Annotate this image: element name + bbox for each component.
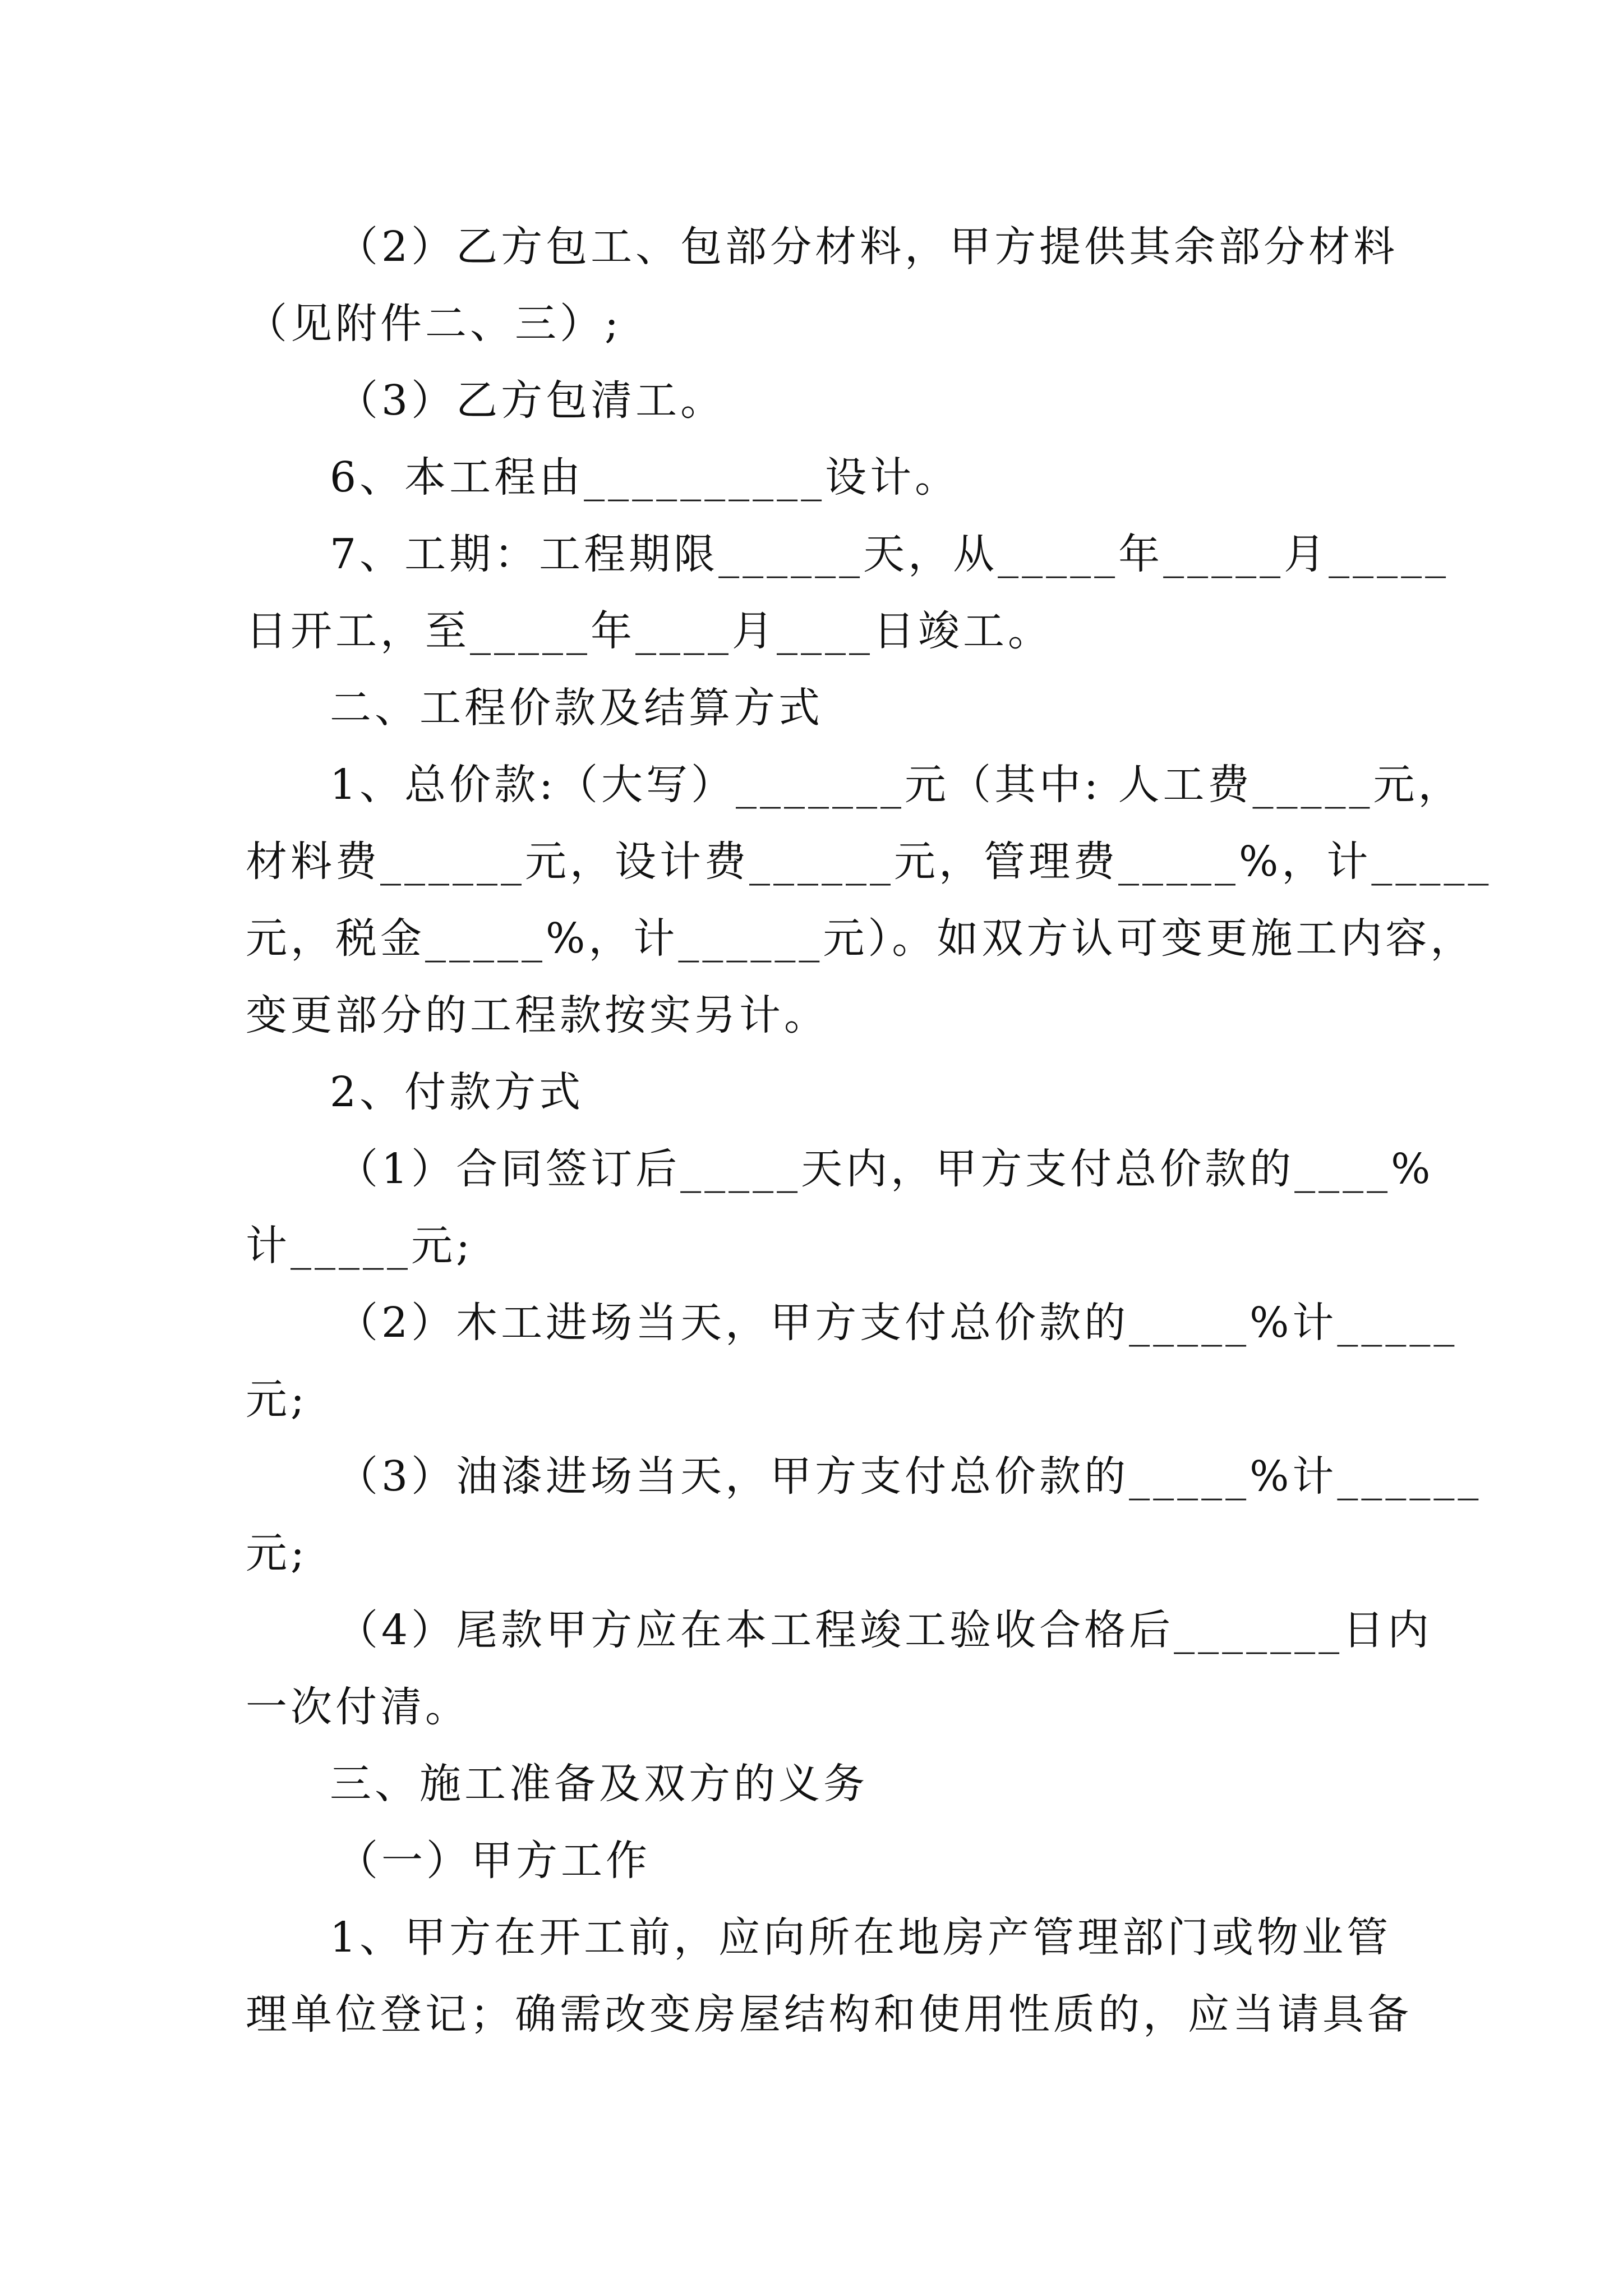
payment-method-heading: 2、付款方式 bbox=[330, 1068, 584, 1116]
payment-1-line-1: （1）合同签订后_____天内，甲方支付总价款的____% bbox=[336, 1145, 1434, 1193]
section-3-heading: 三、施工准备及双方的义务 bbox=[330, 1760, 868, 1808]
payment-4-line-2: 一次付清。 bbox=[246, 1683, 470, 1731]
clause-2-material-line-1: （2）乙方包工、包部分材料，甲方提供其余部分材料 bbox=[336, 223, 1399, 271]
total-price-line-4: 变更部分的工程款按实另计。 bbox=[246, 991, 829, 1039]
total-price-line-3: 元，税金_____%，计______元）。如双方认可变更施工内容， bbox=[246, 914, 1476, 963]
payment-1-line-2: 计_____元; bbox=[246, 1222, 473, 1270]
total-price-line-2: 材料费______元，设计费______元，管理费_____%，计_____ bbox=[246, 838, 1492, 886]
payment-3-line-1: （3）油漆进场当天，甲方支付总价款的_____%计______ bbox=[336, 1452, 1482, 1501]
payment-4-line-1: （4）尾款甲方应在本工程竣工验收合格后_______日内 bbox=[336, 1606, 1433, 1654]
total-price-line-1: 1、总价款:（大写）_______元（其中: 人工费_____元， bbox=[330, 761, 1463, 809]
payment-3-line-2: 元; bbox=[246, 1529, 308, 1577]
clause-6-design: 6、本工程由__________设计。 bbox=[330, 453, 960, 501]
party-a-item-1-line-1: 1、甲方在开工前，应向所在地房产管理部门或物业管 bbox=[330, 1913, 1392, 1962]
clause-3-labor-only: （3）乙方包清工。 bbox=[336, 376, 726, 425]
clause-7-duration-line-1: 7、工期：工程期限______天，从_____年_____月_____ bbox=[330, 530, 1450, 578]
contract-body bbox=[246, 209, 1492, 2053]
payment-2-line-2: 元; bbox=[246, 1375, 308, 1424]
party-a-work-heading: （一）甲方工作 bbox=[336, 1837, 651, 1885]
section-2-heading: 二、工程价款及结算方式 bbox=[330, 684, 823, 732]
clause-2-material-line-2: （见附件二、三）; bbox=[246, 300, 622, 348]
payment-2-line-1: （2）木工进场当天，甲方支付总价款的_____%计_____ bbox=[336, 1299, 1458, 1347]
party-a-item-1-line-2: 理单位登记；确需改变房屋结构和使用性质的，应当请具备 bbox=[246, 1990, 1412, 2039]
clause-7-duration-line-2: 日开工，至_____年____月____日竣工。 bbox=[246, 607, 1053, 655]
